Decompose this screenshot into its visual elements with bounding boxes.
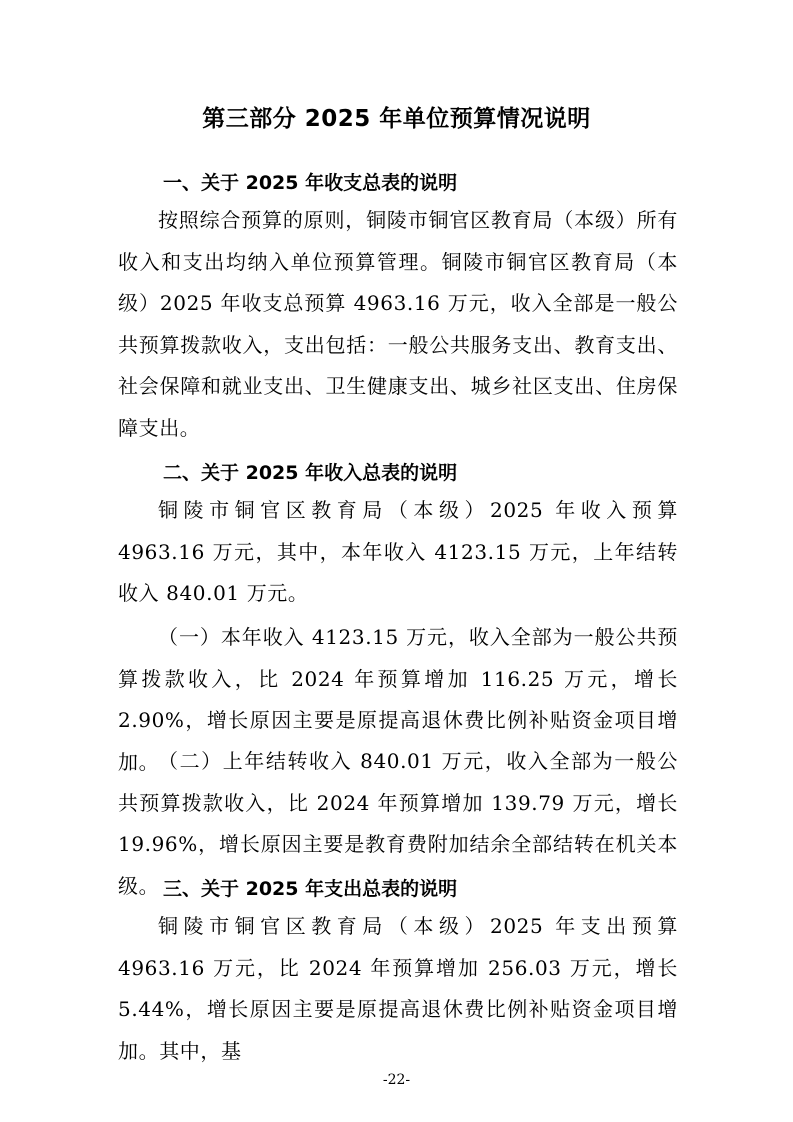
section-heading-3: 三、关于 2025 年支出总表的说明 [163, 878, 458, 900]
section-2-paragraph-2: （一）本年收入 4123.15 万元，收入全部为一般公共预算拨款收入，比 2024 年预算增加 116.25 万元，增长 2.90%，增长原因主要是原提高退休费比例补贴资金项目增加。 [118, 625, 678, 774]
section-3-paragraph-1: 铜陵市铜官区教育局（本级）2025 年支出预算 4963.16 万元，比 2024 年预算增加 256.03 万元，增长 5.44%，增长原因主要是原提高退休费比例补贴资金项目增加。其中，基 [118, 914, 678, 1063]
page-title: 第三部分 2025 年单位预算情况说明 [202, 106, 591, 132]
section-heading-1: 一、关于 2025 年收支总表的说明 [163, 172, 458, 194]
section-2-paragraph-3: （二）上年结转收入 840.01 万元，收入全部为一般公共预算拨款收入，比 2024 年预算增加 139.79 万元，增长 19.96%，增长原因主要是教育费附加结余全部结转在机关本级。 [118, 749, 678, 898]
page-number: -22- [382, 1072, 411, 1088]
section-1-paragraph-1: 按照综合预算的原则，铜陵市铜官区教育局（本级）所有收入和支出均纳入单位预算管理。铜陵市铜官区教育局（本级）2025 年收支总预算 4963.16 万元，收入全部是一般公共预算拨款收入，支出包括：一般公共服务支出、教育支出、社会保障和就业支出、卫生健康支出、城乡社区支出、住房保障支出。 [118, 208, 678, 440]
section-2-paragraph-1: 铜陵市铜官区教育局（本级）2025 年收入预算 4963.16 万元，其中，本年收入 4123.15 万元，上年结转收入 840.01 万元。 [118, 498, 678, 605]
section-heading-2: 二、关于 2025 年收入总表的说明 [163, 462, 458, 484]
